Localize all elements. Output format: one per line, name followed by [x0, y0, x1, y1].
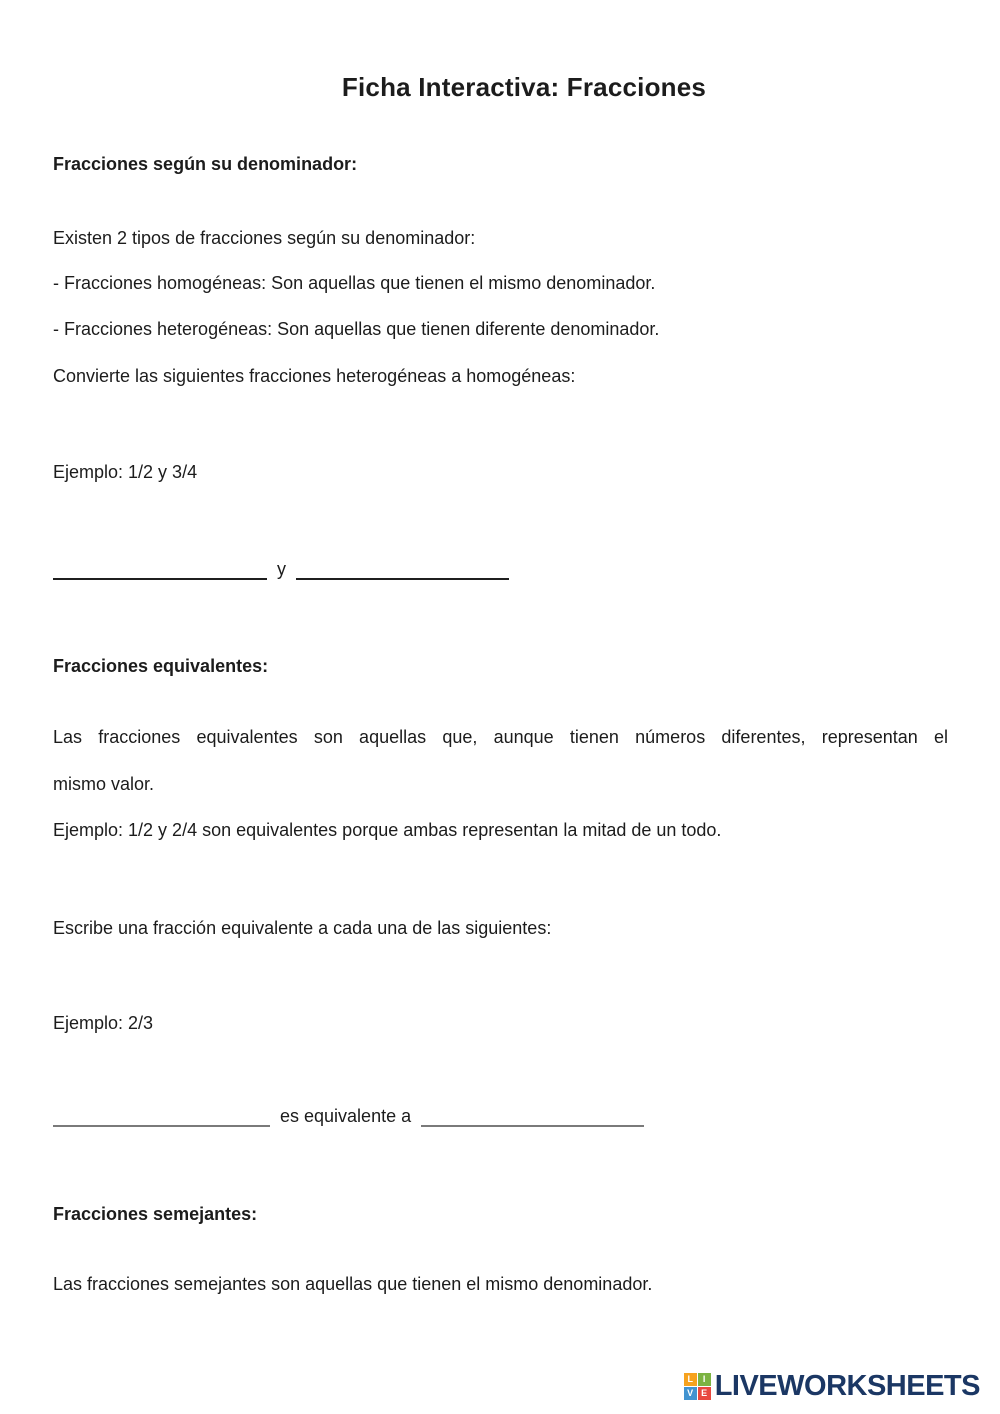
logo-square-v: V	[684, 1387, 697, 1400]
answer-connector-y: y	[277, 559, 286, 579]
section-equivalentes-heading: Fracciones equivalentes:	[53, 656, 269, 676]
answer-blank-homogenea-1[interactable]	[53, 554, 267, 580]
denominador-bullet-heterogeneas: - Fracciones heterogéneas: Son aquellas que tienen diferente denominador.	[53, 319, 660, 339]
equivalentes-task: Escribe una fracción equivalente a cada una de las siguientes:	[53, 918, 552, 938]
equivalentes-definition-line1: Las fracciones equivalentes son aquellas que, aunque tienen números diferentes, representan el	[53, 727, 948, 747]
logo-square-e: E	[698, 1387, 711, 1400]
equivalentes-answer-row	[53, 1101, 644, 1127]
page-title: Ficha Interactiva: Fracciones	[341, 72, 707, 103]
equivalentes-example-definition: Ejemplo: 1/2 y 2/4 son equivalentes porque ambas representan la mitad de un todo.	[53, 820, 722, 840]
denominador-bullet-homogeneas: - Fracciones homogéneas: Son aquellas que tienen el mismo denominador.	[53, 273, 656, 293]
denominador-example: Ejemplo: 1/2 y 3/4	[53, 462, 198, 482]
answer-connector-es-equivalente-a: es equivalente a	[280, 1106, 412, 1126]
liveworksheets-brand-text: LIVEWORKSHEETS	[714, 1370, 980, 1402]
answer-blank-homogenea-2[interactable]	[296, 554, 509, 580]
liveworksheets-logo-icon	[684, 1373, 711, 1400]
denominador-task: Convierte las siguientes fracciones heterogéneas a homogéneas:	[53, 366, 576, 386]
section-denominador-heading: Fracciones según su denominador:	[53, 154, 358, 174]
liveworksheets-logo	[684, 1370, 980, 1403]
semejantes-definition: Las fracciones semejantes son aquellas que tienen el mismo denominador.	[53, 1274, 653, 1294]
denominador-intro: Existen 2 tipos de fracciones según su denominador:	[53, 228, 476, 248]
answer-blank-equivalente-1[interactable]	[53, 1101, 270, 1127]
section-semejantes-heading: Fracciones semejantes:	[53, 1204, 258, 1224]
logo-square-i: I	[698, 1373, 711, 1386]
logo-square-l: L	[684, 1373, 697, 1386]
denominador-answer-row	[53, 554, 509, 580]
equivalentes-example: Ejemplo: 2/3	[53, 1013, 154, 1033]
answer-blank-equivalente-2[interactable]	[421, 1101, 644, 1127]
equivalentes-definition-line2: mismo valor.	[53, 774, 155, 794]
